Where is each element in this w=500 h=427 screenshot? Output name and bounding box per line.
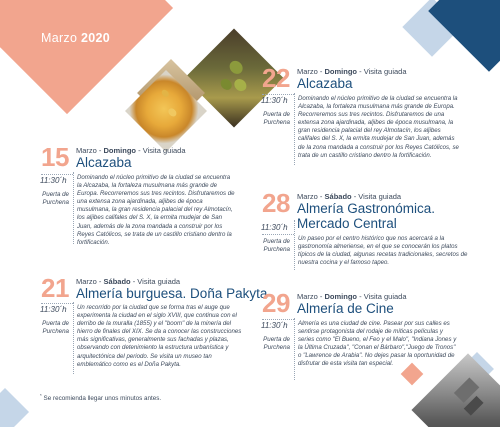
- page-title: [41, 31, 110, 45]
- divider: [262, 94, 294, 95]
- event-description: Dominando el núcleo primitivo de la ciudad se encuentra la Alcazaba, la fortaleza musulmana más grande de Europa. Recorreremos sus tres recintos. Disfrutaremos de una extensa zona ajardinada, aljibes de época musulmana, la gran residencia palacial del rey Almotacín, los aljibes califales del S. X, la ermita mudejar de San Juan, además de la zona mandada a construir por los Reyes Católicos, se trata de un castillo cristiano dentro la fortificación.: [298, 95, 459, 159]
- event-meta: Marzo - Domingo - Visita guiada: [297, 67, 407, 76]
- event-place: Puerta de Purchena: [263, 238, 290, 253]
- divider: [294, 318, 295, 380]
- event-place: Puerta de Purchena: [263, 336, 290, 351]
- diamond-light-blue-bottom-left: [0, 388, 29, 427]
- event-time: 11:30´h: [261, 223, 288, 232]
- event-day: 29: [262, 288, 290, 318]
- divider: [41, 303, 73, 304]
- event-day: 21: [41, 273, 69, 303]
- event-place: Puerta de Purchena: [42, 191, 69, 206]
- event-place: Puerta de Purchena: [263, 111, 290, 126]
- divider: [41, 174, 73, 175]
- divider: [73, 172, 74, 244]
- event-title: Alcazaba: [76, 155, 132, 170]
- event-description: Un paseo por el centro histórico que nos acercará a la gastronomía almeriense, en el que se conocerán los platos típicos de la ciudad, algunas recetas tradicionales, secretos de nuestra cocina y el famoso tapeo.: [298, 235, 468, 267]
- event-description: Almería es una ciudad de cine. Pasear por sus calles es sentirse protagonista del rodaje de míticas películas y series como "El Bueno, el Feo y el Malo", "Indiana Jones y la Última Cruzada", "Conan el Bárbaro","Juego de Tronos" o "Lawrence de Arabia". No dejes pasar la oportunidad de disfrutar de esta visita tan especial.: [298, 320, 457, 368]
- divider: [262, 234, 294, 235]
- event-time: 11:30´h: [40, 305, 67, 314]
- event-day: 22: [262, 63, 290, 93]
- event-meta: Marzo - Domingo - Visita guiada: [297, 292, 407, 301]
- divider: [294, 220, 295, 270]
- event-title: Almería Gastronómica. Mercado Central: [297, 201, 436, 231]
- event-meta: Marzo - Domingo - Visita guiada: [76, 146, 186, 155]
- event-day: 15: [41, 142, 69, 172]
- divider: [73, 302, 74, 374]
- divider: [262, 319, 294, 320]
- event-description: Un recorrido por la ciudad que se forma tras el auge que experimenta la ciudad en el siglo XVIII, que continua con el derribo de la muralla (1855) y el "boom" de la minería del hierro de finales del XIX. Se da a conocer las construcciones más significativas, generalmente sus fachadas y plazas, observando con detenimiento la estructura urbanística y arquitectónica del periodo. Se visita un museo tan emblemático como es el Doña Pakyta.: [77, 304, 242, 368]
- footnote-text: Se recomienda llegar unos minutos antes.: [43, 395, 162, 403]
- event-title: Alcazaba: [297, 76, 353, 91]
- event-day: 28: [262, 188, 290, 218]
- event-time: 11:30´h: [40, 176, 67, 185]
- event-title: Almería de Cine: [297, 301, 394, 316]
- event-time: 11:30´h: [261, 321, 288, 330]
- event-description: Dominando el núcleo primitivo de la ciudad se encuentra la Alcazaba, la fortaleza musulmana más grande de Europa. Recorreremos sus tres recintos. Disfrutaremos de una extensa zona ajardinada, aljibes de época musulmana, la gran residencia palacial del rey Almotacín, los aljibes califales del S. X, la ermita mudejar de San Juan, además de la zona mandada a construir por los Reyes Católicos, se trata de un castillo cristiano dentro la fortificación.: [77, 174, 235, 246]
- year-text: 2020: [81, 31, 111, 45]
- event-time: 11:30´h: [261, 96, 288, 105]
- event-title: Almería burguesa. Doña Pakyta: [76, 286, 268, 301]
- month-text: Marzo: [41, 31, 78, 45]
- event-meta: Marzo - Sábado - Visita guiada: [76, 277, 181, 286]
- event-place: Puerta de Purchena: [42, 320, 69, 335]
- divider: [294, 93, 295, 165]
- event-meta: Marzo - Sábado - Visita guiada: [297, 192, 402, 201]
- footnote-mark: *: [40, 393, 42, 398]
- footnote: [40, 393, 161, 402]
